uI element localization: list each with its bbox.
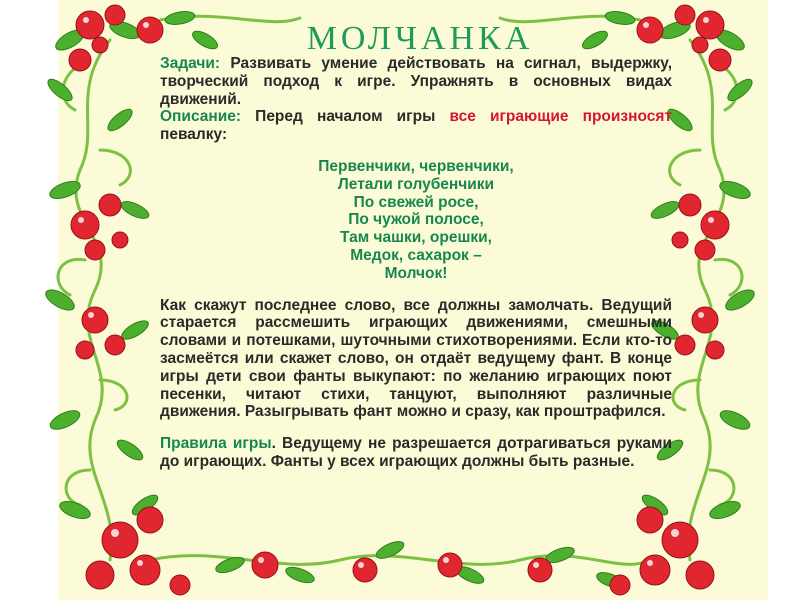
poem-line: Первенчики, червенчики, [318, 157, 514, 175]
poem-line: Молчок! [384, 264, 448, 282]
poem-line: Летали голубенчики [337, 175, 495, 193]
description-label: Описание: [160, 108, 242, 126]
page-title: МОЛЧАНКА [306, 20, 534, 57]
description-highlight: все играющие произносят [449, 108, 672, 126]
poem-line: Там чашки, орешки, [340, 229, 492, 247]
rules-text: . Ведущему не разрешается дотрагиваться руками до играющих. Фанты у всех играющих должны быть разные. [160, 435, 672, 470]
poem-line: По свежей росе, [353, 193, 479, 211]
poem-line: По чужой полосе, [348, 211, 484, 229]
rules-paragraph [160, 435, 672, 471]
body-paragraph: Как скажут последнее слово, все должны замолчать. Ведущий старается рассмешить играющих движениями, смешными словами и потешками, шуточными стихотворениями. Если кто-то засмеётся или скажет слово, он отдаёт ведущему фант. В конце игры дети свои фанты выкупают: по желанию играющих поют песенки, читают стихи, танцуют, выполняют различные движения. Разыгрывать фант можно и сразу, как проштрафился. [160, 296, 672, 421]
tasks-label: Задачи: [160, 55, 221, 72]
poem-line: Медок, сахарок – [350, 246, 482, 264]
rules-label: Правила игры [160, 435, 272, 453]
tasks-text: Развивать умение действовать на сигнал, выдержку, творческий подход к игре. Упражнять в основных видах движений. [160, 55, 673, 108]
description-text-before: Перед началом игры [255, 108, 436, 126]
description-text-after: певалку: [160, 126, 228, 144]
description-paragraph [160, 108, 672, 144]
content-block [160, 55, 672, 471]
poem [160, 158, 672, 283]
tasks-paragraph [160, 55, 672, 108]
